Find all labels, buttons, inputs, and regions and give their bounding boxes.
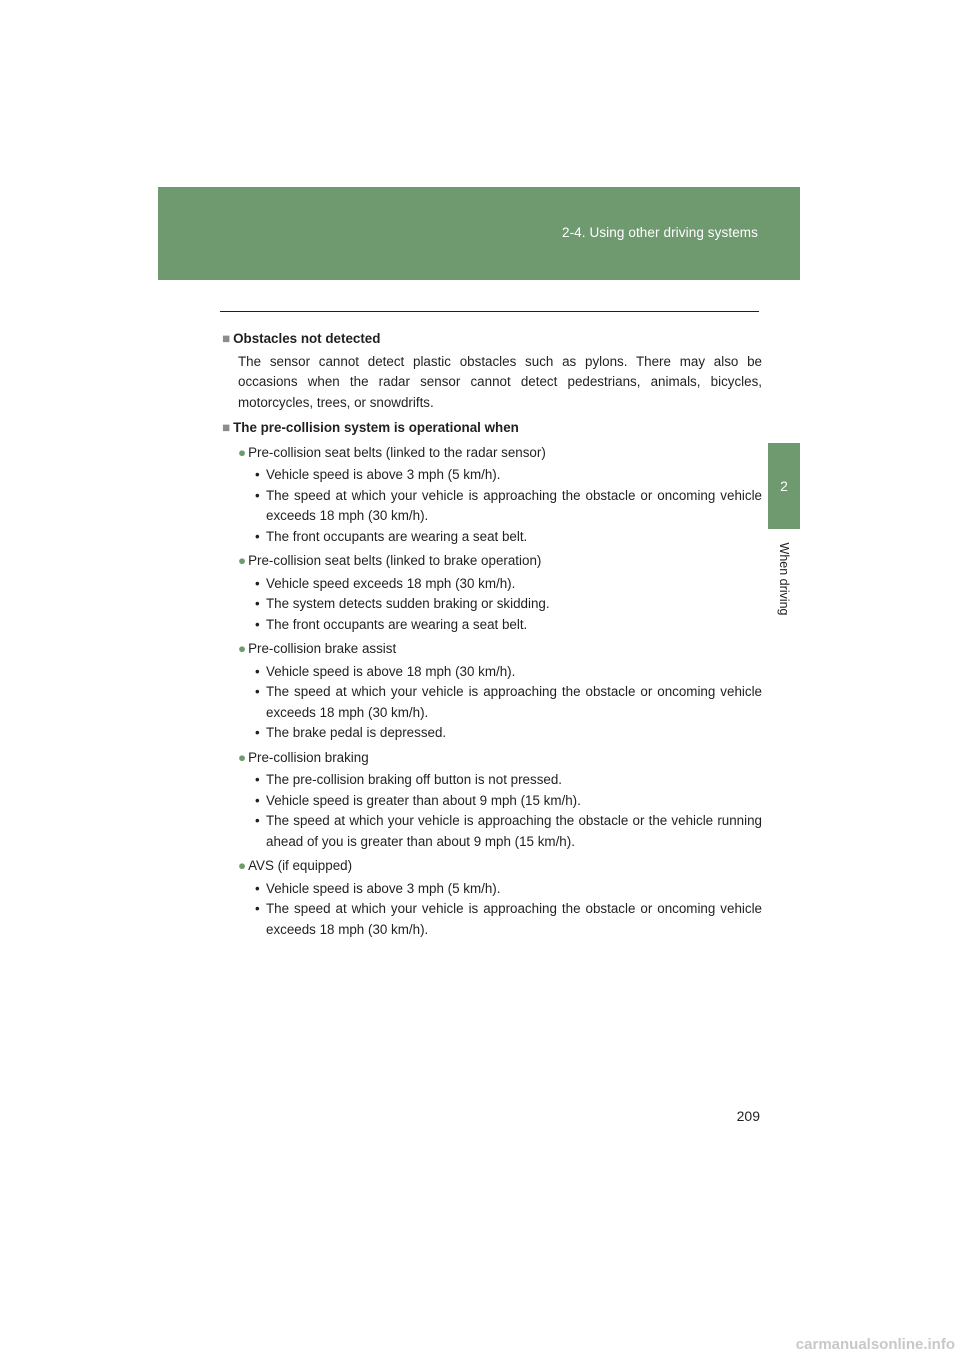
list-item: • The system detects sudden braking or skidding. xyxy=(222,594,762,615)
condition-group xyxy=(238,639,762,660)
section-header-band xyxy=(158,187,800,280)
section-title: 2-4. Using other driving systems xyxy=(561,225,758,240)
section-heading: ■ The pre-collision system is operational when xyxy=(222,420,519,435)
condition-title: AVS (if equipped) xyxy=(248,858,353,873)
circle-bullet-icon: ● xyxy=(238,749,247,765)
condition-title: Pre-collision brake assist xyxy=(248,641,397,656)
list-item: • Vehicle speed is greater than about 9 mph (15 km/h). xyxy=(222,791,762,812)
circle-bullet-icon: ● xyxy=(238,641,247,656)
page-number: 209 xyxy=(736,1108,760,1124)
condition-title: Pre-collision seat belts (linked to the radar sensor) xyxy=(248,444,546,460)
list-item: • The pre-collision braking off button is not pressed. xyxy=(222,770,762,791)
condition-list xyxy=(222,662,762,744)
list-item: • Vehicle speed is above 18 mph (30 km/h). xyxy=(222,662,762,683)
watermark: carmanualsonline.info xyxy=(795,1336,955,1353)
list-item: • Vehicle speed exceeds 18 mph (30 km/h). xyxy=(222,574,762,595)
list-item: • The speed at which your vehicle is approaching the obstacle or oncoming vehicle exceeds 18 mph (30 km/h). xyxy=(222,899,762,940)
list-item: • Vehicle speed is above 3 mph (5 km/h). xyxy=(222,465,762,486)
list-item: • The speed at which your vehicle is approaching the obstacle or the vehicle running ahead of you is greater than about 9 mph (15 km/h). xyxy=(222,811,762,852)
condition-group xyxy=(238,551,762,572)
condition-title: Pre-collision seat belts (linked to brake operation) xyxy=(248,553,542,568)
condition-list xyxy=(222,879,762,941)
square-bullet-icon: ■ xyxy=(222,420,231,435)
condition-group xyxy=(238,856,762,877)
section-paragraph: The sensor cannot detect plastic obstacles such as pylons. There may also be occasions when the radar sensor cannot detect pedestrians, animals, bicycles, motorcycles, trees, or snowdrifts. xyxy=(238,353,762,410)
list-item: • The brake pedal is depressed. xyxy=(222,723,762,744)
chapter-tab-label-text: When driving xyxy=(777,542,791,616)
header-divider xyxy=(220,311,759,312)
square-bullet-icon: ■ xyxy=(222,331,231,346)
condition-list xyxy=(222,770,762,852)
circle-bullet-icon: ● xyxy=(238,553,247,568)
circle-bullet-icon: ● xyxy=(238,858,247,873)
condition-title: Pre-collision braking xyxy=(248,749,369,765)
list-item: • The speed at which your vehicle is approaching the obstacle or oncoming vehicle exceeds 18 mph (30 km/h). xyxy=(222,486,762,527)
list-item: • The speed at which your vehicle is approaching the obstacle or oncoming vehicle exceeds 18 mph (30 km/h). xyxy=(222,682,762,723)
chapter-tab-label xyxy=(768,529,800,629)
section-heading: ■ Obstacles not detected xyxy=(222,331,381,346)
condition-list xyxy=(222,465,762,547)
circle-bullet-icon: ● xyxy=(238,444,247,460)
chapter-tab-number: 2 xyxy=(768,443,800,529)
condition-group xyxy=(238,748,762,769)
condition-list xyxy=(222,574,762,636)
list-item: • The front occupants are wearing a seat belt. xyxy=(222,527,762,548)
page-content xyxy=(222,329,762,940)
condition-group xyxy=(238,443,762,464)
list-item: • The front occupants are wearing a seat belt. xyxy=(222,615,762,636)
list-item: • Vehicle speed is above 3 mph (5 km/h). xyxy=(222,879,762,900)
